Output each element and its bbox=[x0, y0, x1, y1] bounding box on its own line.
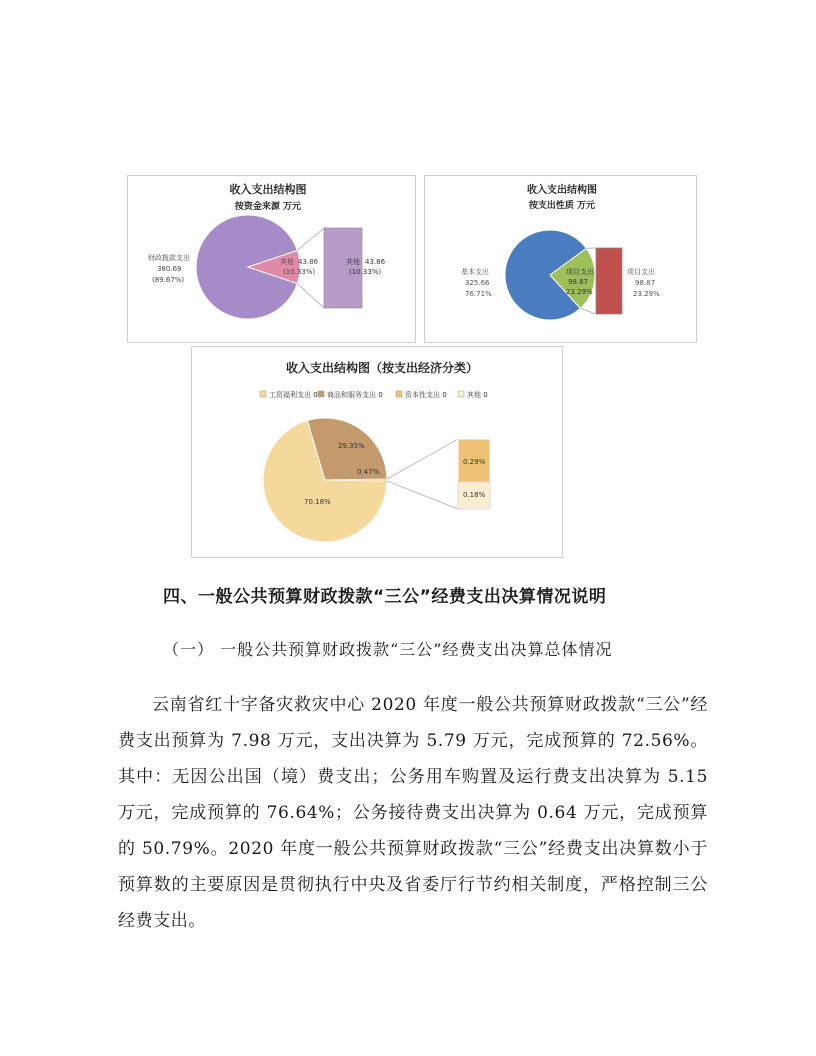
slice-label-small: 项目支出 bbox=[566, 268, 594, 276]
legend-swatch bbox=[260, 391, 266, 397]
connector-line bbox=[297, 228, 324, 250]
legend-label: 工资福利支出 0 bbox=[269, 391, 318, 399]
slice-percent-label: 0.47% bbox=[357, 468, 380, 476]
legend-label: 资本性支出 0 bbox=[405, 391, 447, 399]
breakout-label: 其他 bbox=[346, 258, 360, 266]
chart-expense-nature-svg bbox=[425, 176, 696, 342]
chart-funding-source-svg bbox=[128, 176, 415, 342]
slice-value-main: 380.69 bbox=[157, 265, 182, 273]
legend-swatch bbox=[396, 391, 402, 397]
connector-line bbox=[387, 481, 458, 509]
chart-title: 收入支出结构图 bbox=[229, 183, 307, 196]
legend-swatch bbox=[318, 391, 324, 397]
slice-value-small: 98.87 bbox=[568, 278, 589, 286]
slice-percent-main: (89.67%) bbox=[152, 276, 185, 284]
section-heading: 四、一般公共预算财政拨款“三公”经费支出决算情况说明 bbox=[163, 587, 607, 607]
chart-legend bbox=[260, 390, 488, 399]
breakout-percent: 23.29% bbox=[633, 290, 660, 298]
slice-percent-label: 29.35% bbox=[338, 442, 365, 450]
connector-line bbox=[580, 308, 596, 314]
legend-swatch bbox=[458, 391, 464, 397]
chart-subtitle: 按资金来源 万元 bbox=[234, 202, 302, 212]
connector-line bbox=[387, 439, 458, 479]
breakout-percent: (10.33%) bbox=[349, 268, 382, 276]
breakout-percent-label: 0.29% bbox=[463, 458, 486, 466]
chart-subtitle: 按支出性质 万元 bbox=[528, 201, 596, 211]
slice-value-main: 325.66 bbox=[465, 279, 490, 287]
slice-label-main: 财政拨款支出 bbox=[148, 254, 190, 262]
slice-percent-main: 76.71% bbox=[465, 290, 492, 298]
chart-title: 收入支出结构图（按支出经济分类） bbox=[285, 361, 479, 375]
chart-economic-class bbox=[191, 346, 563, 558]
slice-label-small: 其他 bbox=[280, 258, 294, 266]
slice-label-main: 基本支出 bbox=[461, 268, 489, 276]
chart-title: 收入支出结构图 bbox=[527, 185, 597, 196]
breakout-value: 43.86 bbox=[365, 258, 386, 266]
chart-economic-class-svg bbox=[192, 347, 562, 557]
breakout-percent-label: 0.18% bbox=[463, 491, 486, 499]
breakout-value: 98.87 bbox=[635, 279, 656, 287]
breakout-label: 项目支出 bbox=[627, 268, 655, 276]
body-paragraph: 云南省红十字备灾救灾中心 2020 年度一般公共预算财政拨款“三公”经费支出预算为 7.98 万元，支出决算为 5.79 万元，完成预算的 72.56%。其中：无因公出国（境）费支出；公务用车购置及运行费支出决算为 5.15 万元，完成预算的 76.64%；公务接待费支出决算为 0.64 万元，完成预算的 50.79%。2020 年度一般公共预算财政拨款“三公”经费支出决算数小于预算数的主要原因是贯彻执行中央及省委厅行节约相关制度，严格控制三公经费支出。 bbox=[118, 695, 708, 931]
chart-funding-source bbox=[127, 175, 416, 343]
slice-percent-small: (10.33%) bbox=[283, 268, 316, 276]
subsection-heading: （一） 一般公共预算财政拨款“三公”经费支出决算总体情况 bbox=[163, 640, 613, 659]
chart-expense-nature bbox=[424, 175, 697, 343]
legend-label: 商品和服务支出 0 bbox=[327, 391, 383, 399]
slice-percent-small: 23.29% bbox=[566, 288, 593, 296]
breakout-bar bbox=[596, 248, 622, 314]
slice-percent-label: 70.18% bbox=[304, 498, 331, 506]
legend-label: 其他 0 bbox=[467, 391, 488, 399]
connector-line bbox=[297, 284, 324, 308]
slice-value-small: 43.86 bbox=[298, 258, 319, 266]
